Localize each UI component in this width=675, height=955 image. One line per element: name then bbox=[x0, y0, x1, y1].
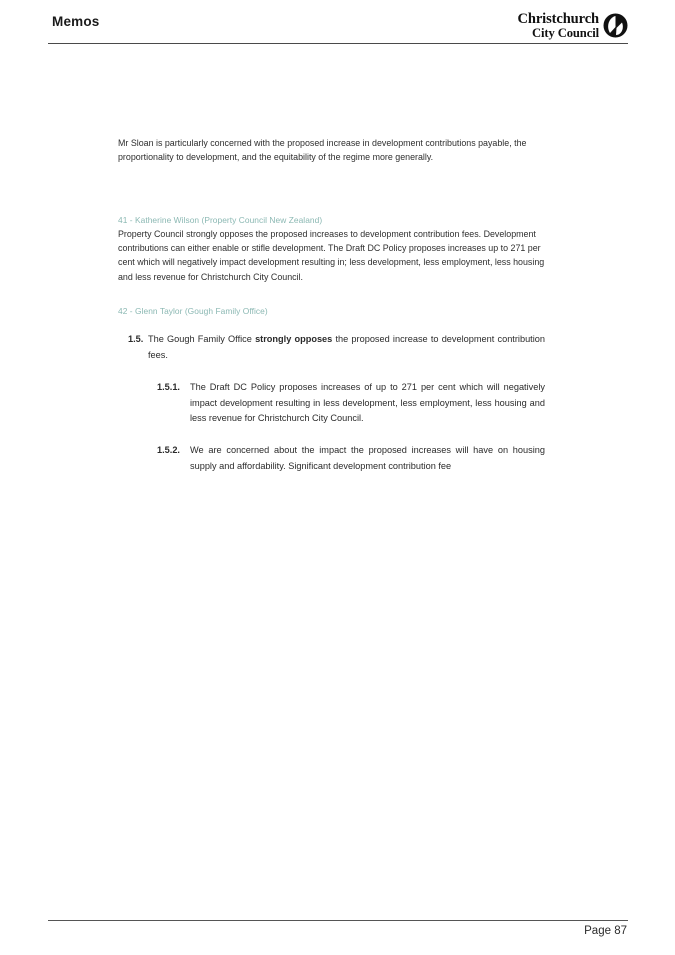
header-divider bbox=[48, 43, 628, 44]
clause-1-5-1 bbox=[157, 380, 545, 427]
submission-heading-41: 41 - Katherine Wilson (Property Council New Zealand) bbox=[118, 215, 323, 225]
council-logo bbox=[517, 12, 628, 40]
footer-divider bbox=[48, 920, 628, 921]
page-header bbox=[48, 12, 628, 46]
christchurch-city-council-emblem-icon bbox=[603, 13, 628, 38]
clause-1-5-2 bbox=[157, 443, 545, 474]
clause-1-5-1-text: The Draft DC Policy proposes increases of up to 271 per cent which will negatively impact development resulting in less development, less employment, less housing and less revenue for Christchurch City Council. bbox=[190, 382, 545, 424]
clause-1-5-2-number: 1.5.2. bbox=[157, 445, 180, 455]
submission-heading-42: 42 - Glenn Taylor (Gough Family Office) bbox=[118, 306, 268, 316]
clause-1-5-2-text: We are concerned about the impact the proposed increases will have on housing supply and affordability. Significant development contribution fee bbox=[190, 445, 545, 471]
intro-paragraph: Mr Sloan is particularly concerned with the proposed increase in development contributions payable, the proportionality to development, and the equitability of the regime more generally. bbox=[118, 138, 527, 163]
council-logo-line-1: Christchurch bbox=[517, 11, 599, 27]
submission-paragraph-41: Property Council strongly opposes the proposed increases to development contribution fees. Development contributions can either enable or stifle development. The Draft DC Policy proposes increases up to 271 per cent which will negatively impact development resulting in; less development, less employment, less housing and less revenue for Christchurch City Council. bbox=[118, 229, 545, 282]
page-title: Memos bbox=[52, 14, 100, 29]
council-logo-wordmark bbox=[517, 12, 599, 40]
clause-1-5 bbox=[128, 332, 545, 363]
clause-1-5-text bbox=[148, 332, 545, 363]
council-logo-line-2: City Council bbox=[531, 25, 599, 40]
clause-1-5-1-number: 1.5.1. bbox=[157, 382, 180, 392]
clause-1-5-text-after: the proposed increase to development contribution fees. bbox=[148, 334, 545, 360]
clause-1-5-emphasis: strongly opposes bbox=[255, 334, 333, 344]
clause-1-5-number: 1.5. bbox=[128, 334, 144, 344]
clause-1-5-text-before: The Gough Family Office bbox=[148, 334, 256, 344]
page-number: Page 87 bbox=[584, 925, 627, 937]
